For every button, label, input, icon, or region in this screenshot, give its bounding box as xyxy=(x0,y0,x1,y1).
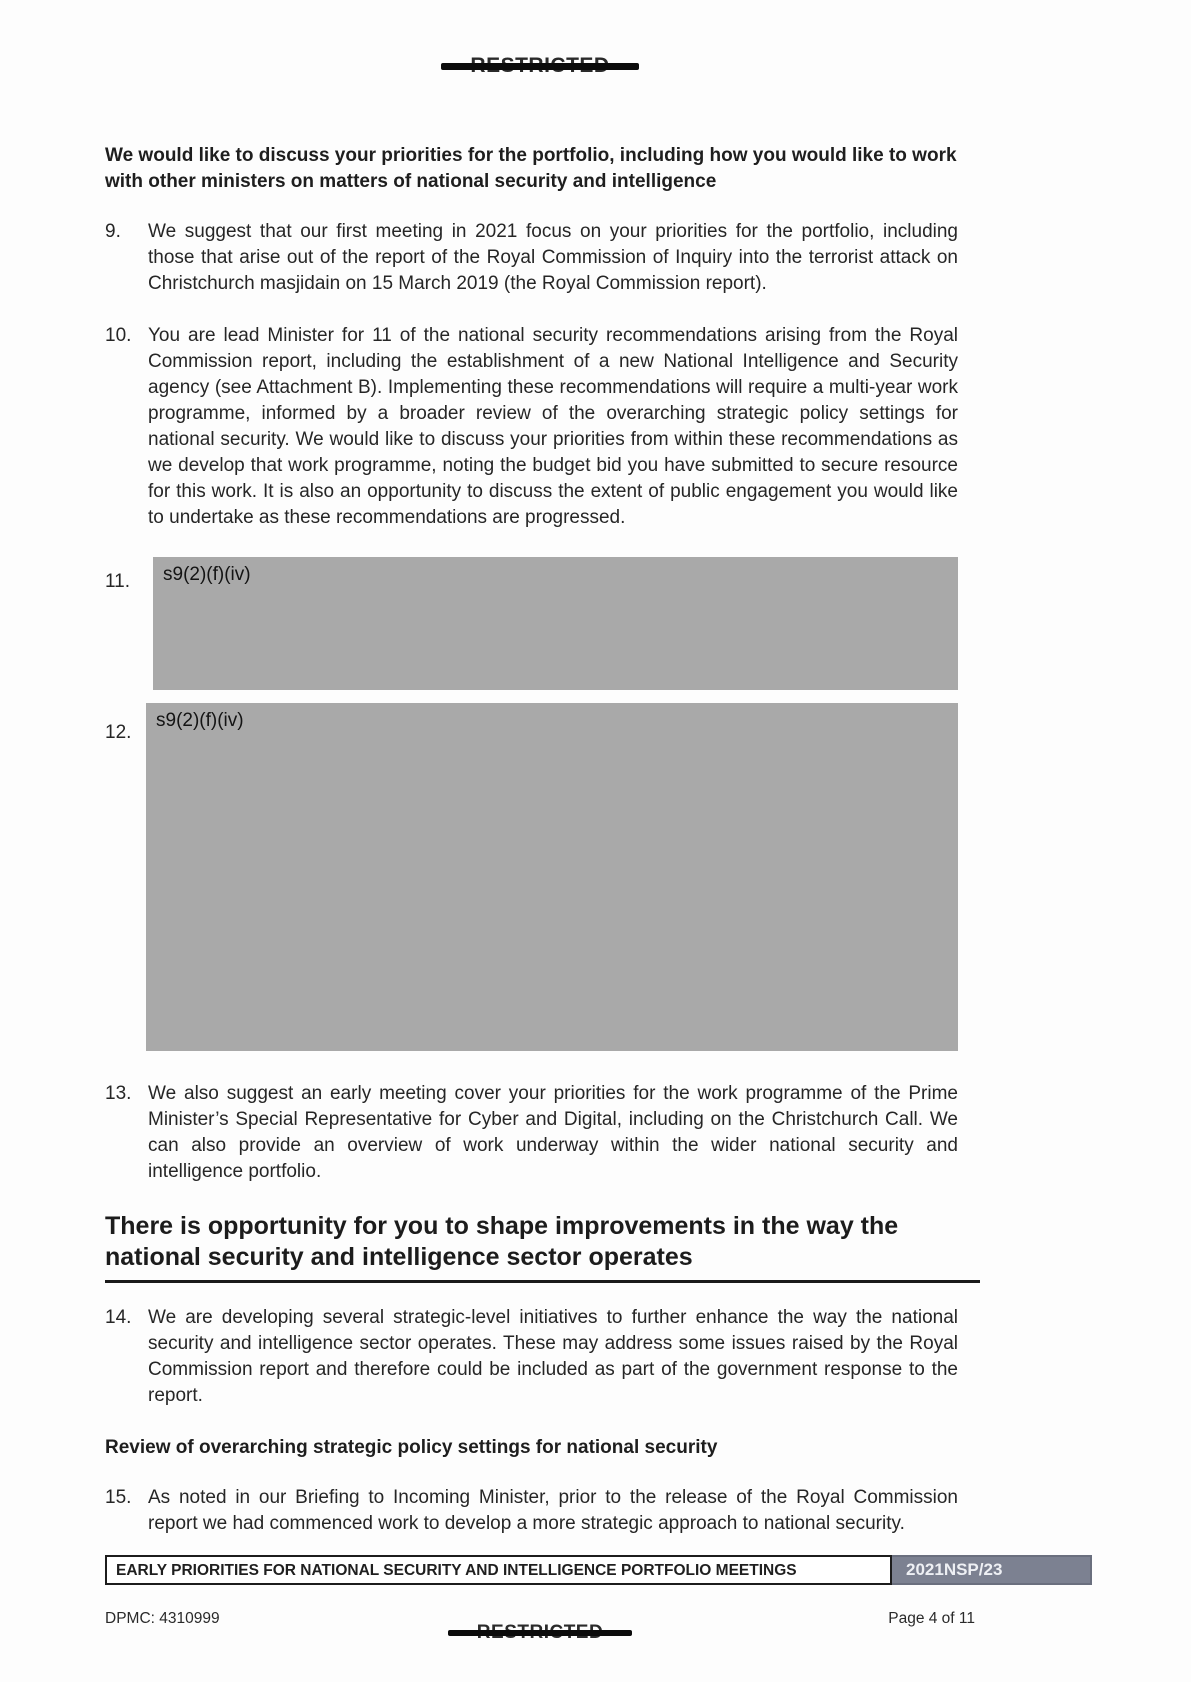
paragraph-number: 12. xyxy=(105,722,132,743)
paragraph-11-redacted xyxy=(105,557,958,690)
paragraph-9 xyxy=(105,219,958,297)
redaction-block-11 xyxy=(153,557,958,690)
classification-banner-bottom xyxy=(0,1622,1080,1644)
document-id: DPMC: 4310999 xyxy=(105,1610,220,1627)
paragraph-number: 13. xyxy=(105,1083,132,1104)
intro-heading: We would like to discuss your priorities for the portfolio, including how you would like to work with other ministers on matters of national security and intelligence xyxy=(105,145,957,192)
redaction-label: s9(2)(f)(iv) xyxy=(156,710,244,731)
paragraph-text: We suggest that our first meeting in 2021 focus on your priorities for the portfolio, including those that arise out of the report of the Royal Commission of Inquiry into the terrorist attack on Christchurch masjidain on 15 March 2019 (the Royal Commission report). xyxy=(148,221,958,294)
paragraph-text: We also suggest an early meeting cover your priorities for the work programme of the Prime Minister’s Special Representative for Cyber and Digital, including on the Christchurch Call. We can also provide an overview of work underway within the wider national security and intelligence portfolio. xyxy=(148,1083,958,1182)
paragraph-text: As noted in our Briefing to Incoming Minister, prior to the release of the Royal Commission report we had commenced work to develop a more strategic approach to national security. xyxy=(148,1487,958,1534)
footer-ref-badge: 2021NSP/23 xyxy=(892,1555,1092,1585)
paragraph-number: 15. xyxy=(105,1487,132,1508)
sub-heading: Review of overarching strategic policy settings for national security xyxy=(105,1437,718,1458)
paragraph-14 xyxy=(105,1305,958,1409)
section-heading: There is opportunity for you to shape improvements in the way the national security and intelligence sector operates xyxy=(105,1211,980,1283)
page-number: Page 4 of 11 xyxy=(888,1610,975,1627)
paragraph-text: You are lead Minister for 11 of the national security recommendations arising from the Royal Commission report, including the establishment of a new National Intelligence and Security agency (see Attachment B). Implementing these recommendations will require a multi-year work programme, informed by a broader review of the overarching strategic policy settings for national security. We would like to discuss your priorities from within these recommendations as we develop that work programme, noting the budget bid you have submitted to secure resource for this work. It is also an opportunity to discuss the extent of public engagement you would like to undertake as these recommendations are progressed. xyxy=(148,325,958,528)
paragraph-number: 14. xyxy=(105,1307,132,1328)
redaction-label: s9(2)(f)(iv) xyxy=(163,564,251,585)
paragraph-number: 11. xyxy=(105,571,131,592)
classification-banner-top xyxy=(0,54,1080,78)
strikethrough-line xyxy=(441,63,638,70)
paragraph-12-redacted xyxy=(105,703,958,1051)
paragraph-10 xyxy=(105,323,958,531)
paragraph-13 xyxy=(105,1081,958,1185)
document-body xyxy=(105,143,1003,1585)
redaction-block-12 xyxy=(146,703,958,1051)
paragraph-number: 10. xyxy=(105,325,132,346)
paragraph-text: We are developing several strategic-level initiatives to further enhance the way the national security and intelligence sector operates. These may address some issues raised by the Royal Commission report and therefore could be included as part of the government response to the report. xyxy=(148,1307,958,1406)
footer-title-bar xyxy=(105,1555,1092,1585)
paragraph-15 xyxy=(105,1485,958,1537)
footer-doc-title: EARLY PRIORITIES FOR NATIONAL SECURITY AND INTELLIGENCE PORTFOLIO MEETINGS xyxy=(105,1555,892,1585)
strikethrough-line xyxy=(448,1630,632,1636)
paragraph-number: 9. xyxy=(105,221,121,242)
